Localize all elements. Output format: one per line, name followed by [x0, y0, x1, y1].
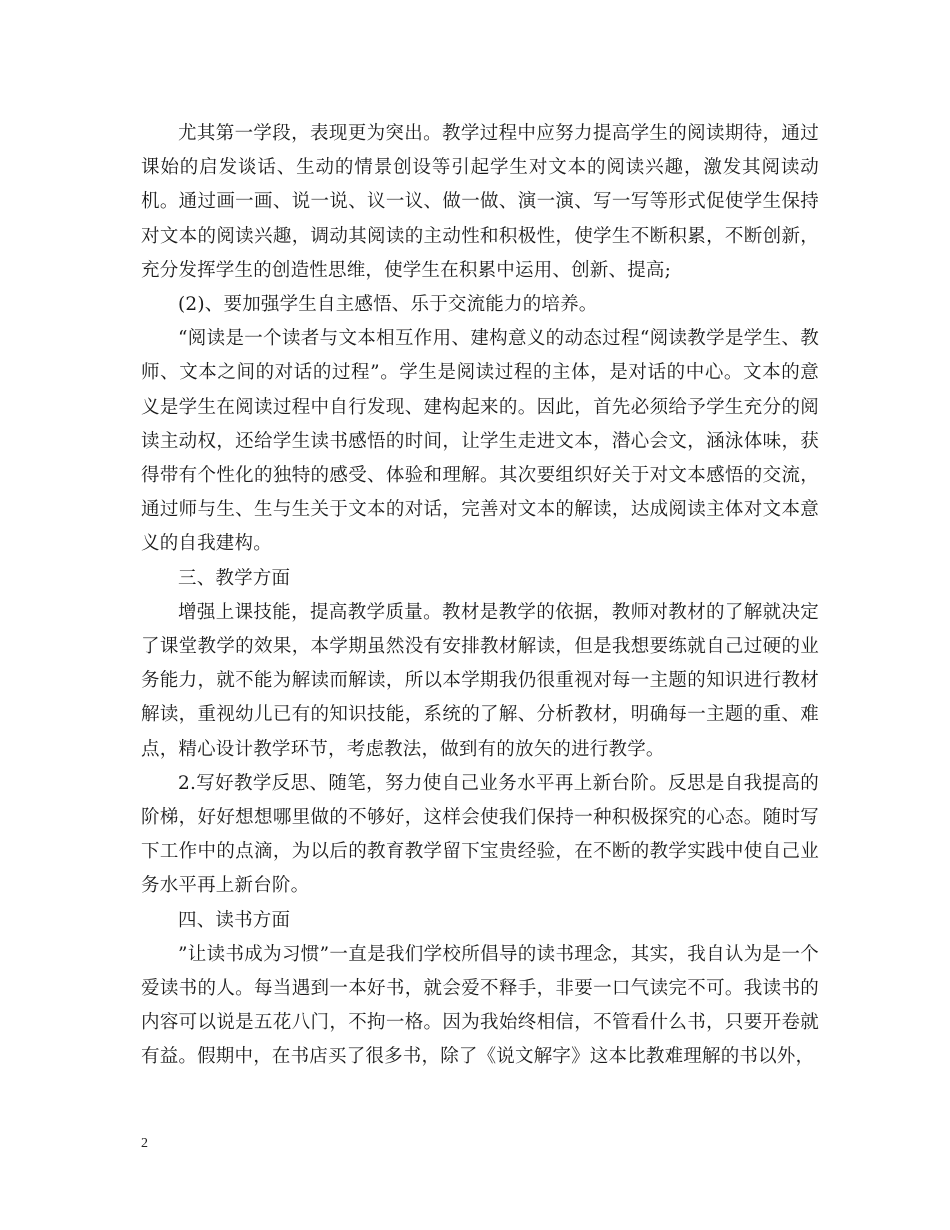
document-body [141, 117, 819, 1075]
page-number: 2 [141, 1136, 148, 1151]
paragraph: (2)、要加强学生自主感悟、乐于交流能力的培养。 [178, 294, 598, 316]
paragraph: 2.写好教学反思、随笔，努力使自己业务水平再上新台阶。反思是自我提高的阶梯，好好想想哪里做的不够好，这样会使我们保持一种积极探究的心态。随时写下工作中的点滴，为以后的教育教学留下宝贵经验，在不断的教学实践中使自己业务水平再上新台阶。 [141, 772, 819, 897]
section-heading: 四、读书方面 [178, 909, 291, 931]
paragraph: “阅读是一个读者与文本相互作用、建构意义的动态过程“阅读教学是学生、教师、文本之间的对话的过程”。学生是阅读过程的主体，是对话的中心。文本的意义是学生在阅读过程中自行发现、建构起来的。因此，首先必须给予学生充分的阅读主动权，还给学生读书感悟的时间，让学生走进文本，潜心会文，涵泳体味，获得带有个性化的独特的感受、体验和理解。其次要组织好关于对文本感悟的交流，通过师与生、生与生关于文本的对话，完善对文本的解读，达成阅读主体对文本意义的自我建构。 [141, 328, 819, 555]
paragraph: ”让读书成为习惯”一直是我们学校所倡导的读书理念，其实，我自认为是一个爱读书的人。每当遇到一本好书，就会爱不释手，非要一口气读完不可。我读书的内容可以说是五花八门，不拘一格。因为我始终相信，不管看什么书，只要开卷就有益。假期中，在书店买了很多书，除了《说文解字》这本比教难理解的书以外， [141, 943, 819, 1068]
paragraph: 尤其第一学段，表现更为突出。教学过程中应努力提高学生的阅读期待，通过课始的启发谈话、生动的情景创设等引起学生对文本的阅读兴趣，激发其阅读动机。通过画一画、说一说、议一议、做一做、演一演、写一写等形式促使学生保持对文本的阅读兴趣，调动其阅读的主动性和积极性，使学生不断积累，不断创新，充分发挥学生的创造性思维，使学生在积累中运用、创新、提高; [141, 123, 819, 281]
section-heading: 三、教学方面 [178, 567, 291, 589]
paragraph: 增强上课技能，提高教学质量。教材是教学的依据，教师对教材的了解就决定了课堂教学的效果，本学期虽然没有安排教材解读，但是我想要练就自己过硬的业务能力，就不能为解读而解读，所以本学期我仍很重视对每一主题的知识进行教材解读，重视幼儿已有的知识技能，系统的了解、分析教材，明确每一主题的重、难点，精心设计教学环节，考虑教法，做到有的放矢的进行教学。 [141, 601, 819, 760]
